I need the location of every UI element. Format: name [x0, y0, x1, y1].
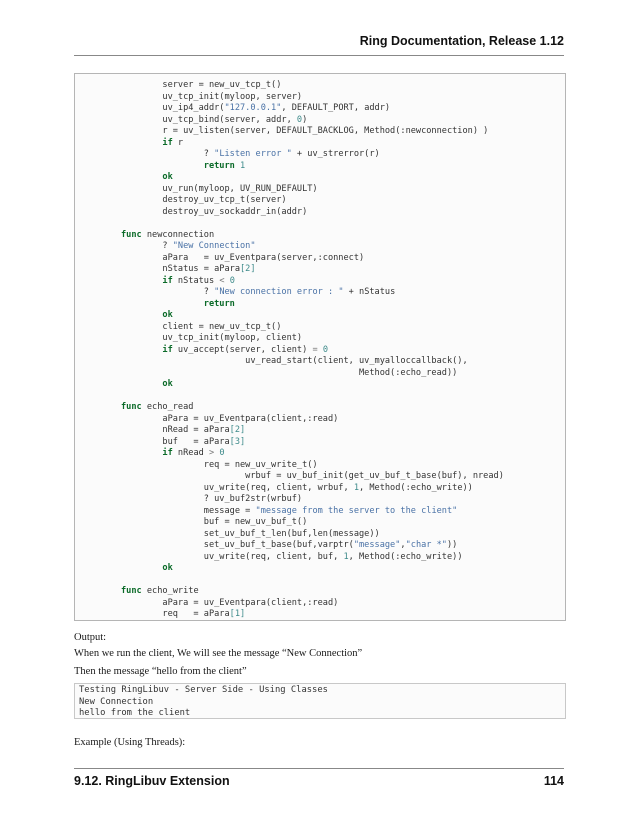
code-token: newconnection: [141, 229, 215, 240]
code-token: ok: [121, 563, 173, 573]
code-token: uv_tcp_init(myloop, client): [121, 333, 303, 343]
code-token: set_uv_buf_t_len(buf,len(message)): [121, 528, 380, 539]
code-token: req = aPara: [121, 609, 230, 619]
code-line: [121, 471, 504, 483]
code-token: Method(:echo_read)): [121, 367, 458, 378]
paragraph-new-connection: When we run the client, We will see the message “New Connection”: [74, 648, 363, 659]
code-token: func: [121, 586, 142, 596]
code-line: [121, 425, 245, 437]
code-line: [121, 517, 307, 529]
code-token: ?: [121, 287, 215, 297]
code-token: ? uv_buf2str(wrbuf): [121, 494, 303, 504]
code-token: destroy_uv_tcp_t(server): [121, 195, 287, 205]
code-line: [121, 184, 318, 196]
code-token: r: [172, 137, 184, 148]
code-token: ): [302, 114, 308, 125]
code-token: =: [312, 344, 318, 355]
code-token: buf = new_uv_buf_t(): [121, 517, 308, 527]
code-token: if: [121, 275, 173, 286]
code-token: uv_tcp_init(myloop, server): [121, 91, 303, 102]
code-token: ok: [121, 310, 173, 320]
code-token: return: [121, 298, 235, 309]
code-token: 1: [353, 482, 360, 493]
code-token: aPara = uv_Eventpara(client,:read): [121, 597, 339, 608]
code-token: message =: [121, 505, 256, 516]
code-token: nRead = aPara: [121, 425, 230, 435]
code-line: [121, 529, 380, 541]
code-token: uv_accept(server, client): [172, 344, 313, 355]
code-token: "New Connection": [172, 241, 256, 251]
code-line: [121, 379, 173, 391]
page-number: 114: [543, 774, 564, 788]
code-line: [121, 414, 338, 426]
code-token: 0: [296, 114, 303, 125]
code-token: aPara = uv_Eventpara(client,:read): [121, 413, 339, 424]
code-token: func: [121, 402, 142, 412]
code-token: wrbuf = uv_buf_init(get_uv_buf_t_base(buf), nread): [121, 471, 504, 481]
code-token: 0: [317, 344, 328, 355]
paragraph-hello: Then the message “hello from the client”: [74, 666, 247, 677]
code-line: [121, 552, 463, 564]
output-line: Testing RingLibuv - Server Side - Using Classes: [79, 685, 328, 695]
code-token: ?: [121, 149, 215, 159]
code-token: ?: [121, 241, 173, 251]
code-block: [74, 73, 566, 621]
code-line: [121, 207, 307, 219]
code-token: uv_read_start(client, uv_myalloccallback(),: [121, 356, 468, 366]
code-token: echo_write: [141, 586, 199, 596]
header-rule: [74, 55, 564, 56]
code-line: [121, 253, 364, 265]
code-line: [121, 80, 281, 92]
code-token: "127.0.0.1": [224, 103, 282, 113]
code-token: func: [121, 229, 142, 240]
code-token: "message from the server to the client": [255, 505, 458, 516]
code-token: 1: [234, 160, 246, 171]
header-title: Ring Documentation, Release 1.12: [359, 34, 564, 48]
code-line: [121, 103, 390, 115]
code-token: server = new_uv_tcp_t(): [121, 80, 282, 90]
code-token: return: [121, 160, 235, 171]
code-token: aPara = uv_Eventpara(server,:connect): [121, 252, 365, 263]
code-line: [121, 299, 235, 311]
code-line: [121, 241, 256, 253]
code-token: , Method(:echo_write)): [359, 482, 473, 493]
code-line: [121, 92, 302, 104]
code-token: [3]: [229, 436, 246, 447]
code-line: [121, 609, 245, 621]
code-line: [121, 138, 183, 150]
code-token: uv_write(req, client, wrbuf,: [121, 482, 354, 493]
code-line: [121, 448, 225, 460]
output-label: Output:: [74, 632, 107, 643]
code-token: nStatus = aPara: [121, 264, 240, 274]
code-line: [121, 494, 302, 506]
code-token: req = new_uv_write_t(): [121, 459, 318, 470]
code-token: , Method(:echo_write)): [348, 551, 463, 562]
code-line: [121, 310, 173, 322]
code-line: [121, 356, 468, 368]
code-line: [121, 287, 395, 299]
code-line: [121, 126, 488, 138]
code-line: [121, 460, 318, 472]
code-line: [121, 195, 287, 207]
footer-section: 9.12. RingLibuv Extension: [74, 774, 230, 788]
code-token: buf = aPara: [121, 436, 230, 447]
code-line: [121, 345, 328, 357]
code-line: [121, 149, 380, 161]
code-token: + uv_strerror(r): [291, 149, 380, 159]
code-token: [1]: [229, 609, 246, 619]
code-token: )): [447, 540, 458, 550]
code-token: + nStatus: [343, 287, 396, 297]
code-token: r = uv_listen(server, DEFAULT_BACKLOG, Method(:newconnection) ): [121, 126, 489, 136]
output-line: hello from the client: [79, 708, 191, 718]
code-line: [121, 586, 199, 598]
code-token: uv_run(myloop, UV_RUN_DEFAULT): [121, 183, 318, 194]
code-line: [121, 333, 302, 345]
code-token: if: [121, 448, 173, 458]
code-token: "New connection error : ": [214, 287, 344, 297]
code-token: [2]: [229, 425, 246, 435]
code-token: echo_read: [141, 402, 194, 412]
code-line: [121, 402, 193, 414]
code-token: ok: [121, 379, 173, 389]
code-line: [121, 483, 473, 495]
code-token: 0: [214, 448, 225, 458]
code-token: destroy_uv_sockaddr_in(addr): [121, 206, 308, 217]
code-token: client = new_uv_tcp_t(): [121, 321, 282, 332]
output-line: New Connection: [79, 696, 154, 707]
code-token: set_uv_buf_t_base(buf,varptr(: [121, 540, 354, 550]
code-token: "Listen error ": [214, 149, 292, 159]
code-line: [121, 276, 235, 288]
code-line: [121, 172, 173, 184]
code-token: 0: [224, 275, 235, 286]
code-token: uv_ip4_addr(: [121, 103, 225, 113]
code-line: [121, 115, 307, 127]
code-token: "message": [353, 540, 401, 550]
code-line: [121, 598, 338, 610]
code-line: [121, 540, 457, 552]
code-line: [121, 161, 245, 173]
code-token: >: [208, 448, 215, 458]
code-line: [121, 264, 256, 276]
footer-rule: [74, 768, 564, 769]
code-token: , DEFAULT_PORT, addr): [281, 103, 391, 113]
code-line: [121, 437, 245, 449]
code-token: [2]: [240, 264, 256, 274]
code-line: [121, 368, 457, 380]
code-token: uv_tcp_bind(server, addr,: [121, 114, 297, 125]
code-token: nRead: [172, 448, 209, 458]
code-token: uv_write(req, client, buf,: [121, 551, 344, 562]
code-token: if: [121, 344, 173, 355]
code-token: ok: [121, 172, 173, 182]
code-line: [121, 322, 281, 334]
code-token: ,: [400, 540, 406, 550]
example-heading: Example (Using Threads):: [74, 737, 186, 748]
code-line: [121, 563, 173, 575]
code-token: "char *": [405, 540, 447, 550]
output-code-block: [74, 683, 566, 719]
code-token: if: [121, 137, 173, 148]
code-line: [121, 230, 214, 242]
code-token: 1: [343, 551, 349, 562]
code-line: [121, 506, 457, 518]
code-token: nStatus: [172, 275, 220, 286]
code-token: <: [219, 275, 225, 286]
